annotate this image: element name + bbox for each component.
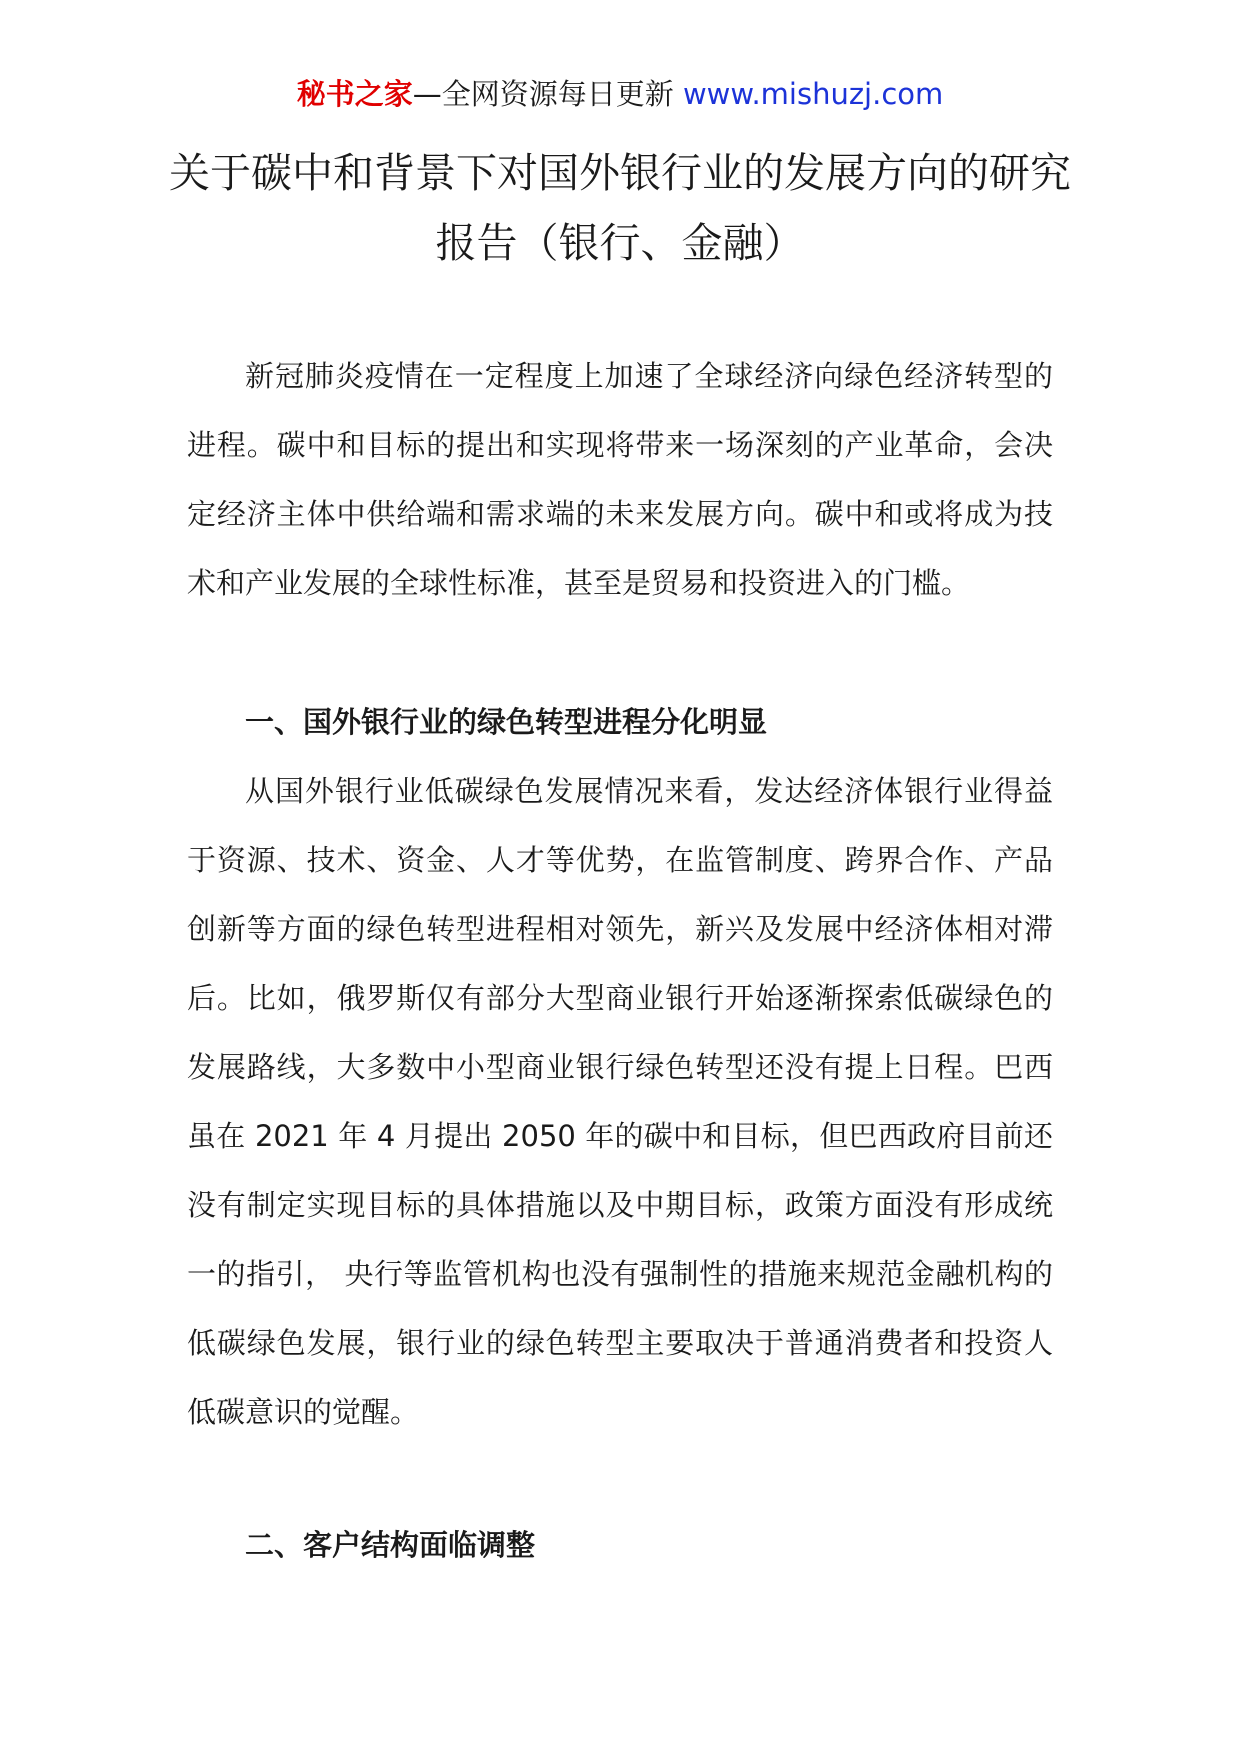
section-heading-1: 一、国外银行业的绿色转型进程分化明显 (245, 705, 768, 739)
paragraph-intro: 新冠肺炎疫情在一定程度上加速了全球经济向绿色经济转型的进程。碳中和目标的提出和实现将带来一场深刻的产业革命，会决定经济主体中供给端和需求端的未来发展方向。碳中和或将成为技术和产业发展的全球性标准，甚至是贸易和投资进入的门槛。 (187, 359, 1053, 600)
site-tagline: —全网资源每日更新 (412, 77, 683, 111)
paragraph-section-1: 从国外银行业低碳绿色发展情况来看，发达经济体银行业得益于资源、技术、资金、人才等优势，在监管制度、跨界合作、产品创新等方面的绿色转型进程相对领先，新兴及发展中经济体相对滞后。比如，俄罗斯仅有部分大型商业银行开始逐渐探索低碳绿色的发展路线，大多数中小型商业银行绿色转型还没有提上日程。巴西虽在 2021 年 4 月提出 2050 年的碳中和目标，但巴西政府目前还没有制定实现目标的具体措施以及中期目标，政策方面没有形成统一的指引， 央行等监管机构也没有强制性的措施来规范金融机构的低碳绿色发展，银行业的绿色转型主要取决于普通消费者和投资人低碳意识的觉醒。 (187, 774, 1053, 1429)
section-heading-2: 二、客户结构面临调整 (245, 1528, 536, 1562)
site-url-link[interactable]: www.mishuzj.com (682, 77, 944, 111)
site-header (0, 74, 1240, 114)
document-title: 关于碳中和背景下对国外银行业的发展方向的研究报告（银行、金融） (169, 149, 1071, 267)
site-brand: 秘书之家 (296, 77, 413, 111)
